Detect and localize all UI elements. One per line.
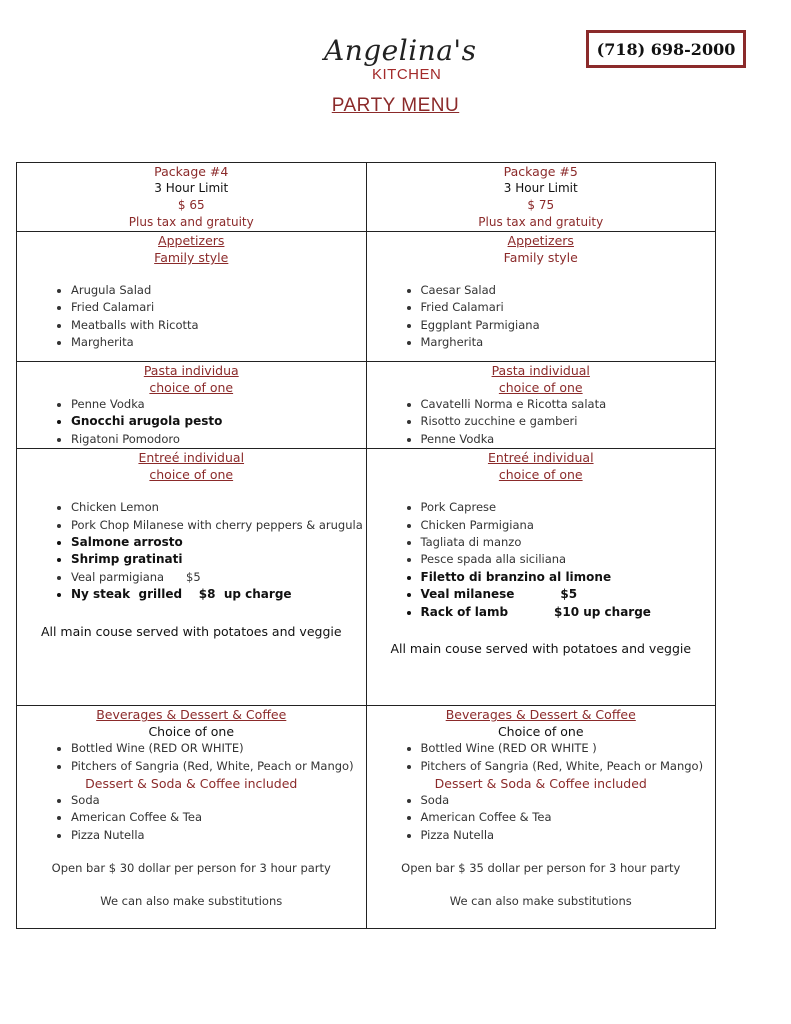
list-item: • Arugula Salad <box>71 282 366 299</box>
package-name: Package #5 <box>503 164 578 179</box>
section-subtitle: Family style <box>154 250 229 265</box>
list-item: • Pesce spada alla siciliana <box>421 551 716 568</box>
list-item: • American Coffee & Tea <box>71 809 366 826</box>
package-4-pasta <box>17 362 367 449</box>
package-price: $ 75 <box>527 198 555 212</box>
package-tax-note: Plus tax and gratuity <box>478 215 604 229</box>
list-item: • Risotto zucchine e gamberi <box>421 413 716 430</box>
section-subtitle: Choice of one <box>148 724 235 740</box>
package-price: $ 65 <box>177 198 205 212</box>
section-title: Entreé individual <box>487 450 594 466</box>
pasta-list <box>17 396 366 448</box>
substitutions-note: We can also make substitutions <box>100 894 283 909</box>
list-item: • Fried Calamari <box>421 299 716 316</box>
list-item: • Pitchers of Sangria (Red, White, Peach or Mango) <box>421 758 716 775</box>
package-4-appetizers <box>17 232 367 362</box>
list-item: • Fried Calamari <box>71 299 366 316</box>
package-limit: 3 Hour Limit <box>154 181 229 195</box>
dessert-list <box>367 792 716 844</box>
list-item: • Gnocchi arugola pesto <box>71 413 366 430</box>
section-title: Pasta individua <box>143 363 239 378</box>
list-item: • Veal milanese $5 <box>421 586 716 603</box>
list-item: • Pork Caprese <box>421 499 716 516</box>
list-item: • Pork Chop Milanese with cherry peppers & arugula <box>71 517 366 534</box>
section-subtitle: choice of one <box>498 467 583 483</box>
appetizer-list <box>367 282 716 352</box>
list-item: • Tagliata di manzo <box>421 534 716 551</box>
open-bar-note: Open bar $ 35 dollar per person for 3 hour party <box>401 861 681 876</box>
list-item: • Chicken Lemon <box>71 499 366 516</box>
section-title: Beverages & Dessert & Coffee <box>445 707 636 723</box>
dessert-title: Dessert & Soda & Coffee included <box>85 776 298 792</box>
list-item: • Margherita <box>421 334 716 351</box>
list-item: • Cavatelli Norma e Ricotta salata <box>421 396 716 413</box>
package-5-beverages <box>366 706 716 929</box>
list-item: • Eggplant Parmigiana <box>421 317 716 334</box>
list-item: • Soda <box>71 792 366 809</box>
list-item: • Margherita <box>71 334 366 351</box>
package-5-appetizers <box>366 232 716 362</box>
entree-note: All main couse served with potatoes and veggie <box>40 623 342 639</box>
phone-number-box <box>586 30 746 68</box>
list-item: • Shrimp gratinati <box>71 551 366 568</box>
list-item: • Pizza Nutella <box>71 827 366 844</box>
list-item: • Veal parmigiana $5 <box>71 569 366 586</box>
pasta-list <box>367 396 716 448</box>
list-item: • American Coffee & Tea <box>421 809 716 826</box>
page-title: PARTY MENU <box>331 95 460 116</box>
list-item: • Meatballs with Ricotta <box>71 317 366 334</box>
list-item: • Soda <box>421 792 716 809</box>
dessert-list <box>17 792 366 844</box>
entree-list <box>367 499 716 621</box>
substitutions-note: We can also make substitutions <box>449 894 632 909</box>
list-item: • Ny steak grilled $8 up charge <box>71 586 366 603</box>
list-item: • Bottled Wine (RED OR WHITE ) <box>421 740 716 757</box>
section-title: Appetizers <box>158 233 225 248</box>
list-item: • Filetto di branzino al limone <box>421 569 716 586</box>
logo-kitchen-text: KITCHEN <box>372 66 442 83</box>
package-tax-note: Plus tax and gratuity <box>128 215 254 229</box>
appetizer-list <box>17 282 366 352</box>
entree-list <box>17 499 366 603</box>
list-item: • Pitchers of Sangria (Red, White, Peach or Mango) <box>71 758 366 775</box>
list-item: • Chicken Parmigiana <box>421 517 716 534</box>
list-item: • Rigatoni Pomodoro <box>71 431 366 448</box>
logo-script-text: Angelina's <box>324 34 477 67</box>
beverage-row <box>17 706 716 929</box>
package-4-header <box>17 163 367 232</box>
dessert-title: Dessert & Soda & Coffee included <box>434 776 647 792</box>
appetizers-row <box>17 232 716 362</box>
list-item: • Caesar Salad <box>421 282 716 299</box>
section-subtitle: choice of one <box>149 467 234 483</box>
list-item: • Salmone arrosto <box>71 534 366 551</box>
list-item: • Pizza Nutella <box>421 827 716 844</box>
beverage-list <box>367 740 716 775</box>
section-title: Appetizers <box>507 233 574 248</box>
phone-number: (718) 698-2000 <box>596 39 736 59</box>
packages-table <box>16 162 716 929</box>
section-title: Pasta individual <box>491 363 590 378</box>
package-name: Package #4 <box>154 164 229 179</box>
section-title: Entreé individual <box>138 450 245 466</box>
list-item: • Penne Vodka <box>421 431 716 448</box>
list-item: • Rack of lamb $10 up charge <box>421 604 716 621</box>
list-item: • Bottled Wine (RED OR WHITE) <box>71 740 366 757</box>
section-subtitle: choice of one <box>149 380 234 395</box>
pasta-row <box>17 362 716 449</box>
package-5-header <box>366 163 716 232</box>
package-5-entrees <box>366 449 716 706</box>
package-4-entrees <box>17 449 367 706</box>
section-subtitle: choice of one <box>498 380 583 395</box>
package-5-pasta <box>366 362 716 449</box>
package-header-row <box>17 163 716 232</box>
open-bar-note: Open bar $ 30 dollar per person for 3 hour party <box>51 861 331 876</box>
list-item: • Penne Vodka <box>71 396 366 413</box>
section-title: Beverages & Dessert & Coffee <box>96 707 287 723</box>
package-4-beverages <box>17 706 367 929</box>
section-subtitle: Choice of one <box>497 724 584 740</box>
package-limit: 3 Hour Limit <box>503 181 578 195</box>
section-subtitle: Family style <box>503 250 578 265</box>
entree-row <box>17 449 716 706</box>
entree-note: All main couse served with potatoes and veggie <box>390 641 692 657</box>
beverage-list <box>17 740 366 775</box>
restaurant-logo <box>322 34 477 90</box>
